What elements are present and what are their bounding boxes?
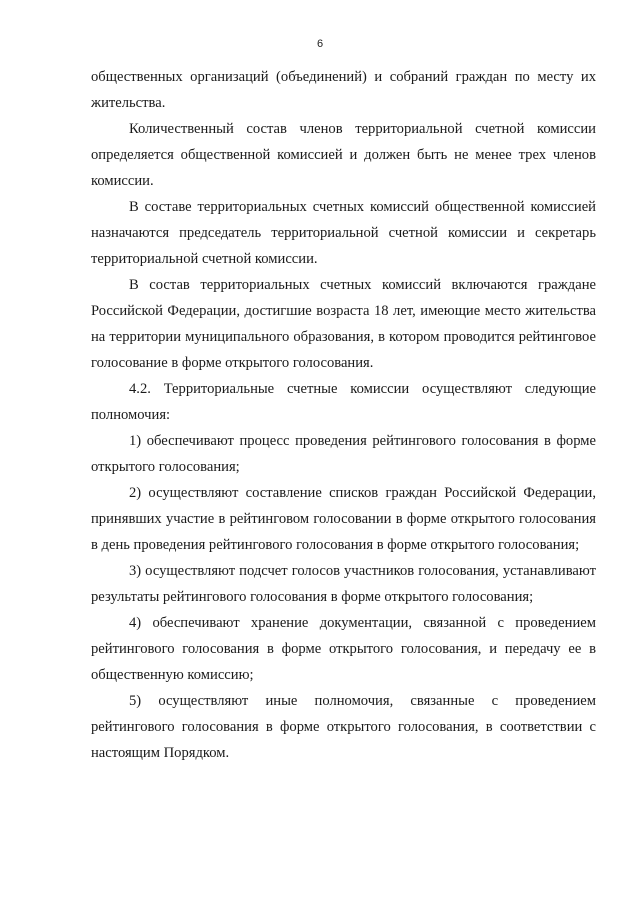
list-item-5: 5) осуществляют иные полномочия, связанные с проведением рейтингового голосования в форме открытого голосования, в соответствии с настоящим Порядком. bbox=[91, 693, 596, 761]
paragraph-membership: В состав территориальных счетных комиссий включаются граждане Российской Федерации, достигшие возраста 18 лет, имеющие место жительства на территории муниципального образования, в котором проводится рейтинговое голосование в форме открытого голосования. bbox=[91, 277, 596, 371]
document-body bbox=[91, 64, 596, 766]
list-item-2: 2) осуществляют составление списков граждан Российской Федерации, принявших участие в рейтинговом голосовании в форме открытого голосования в день проведения рейтингового голосования в форме открытого голосования; bbox=[91, 485, 596, 553]
list-item-4: 4) обеспечивают хранение документации, связанной с проведением рейтингового голосования в форме открытого голосования, и передачу ее в общественную комиссию; bbox=[91, 615, 596, 683]
page-number: 6 bbox=[316, 38, 324, 50]
paragraph-continuation: общественных организаций (объединений) и собраний граждан по месту их жительства. bbox=[91, 69, 596, 111]
paragraph-section-4-2: 4.2. Территориальные счетные комиссии осуществляют следующие полномочия: bbox=[91, 381, 596, 423]
list-item-3: 3) осуществляют подсчет голосов участников голосования, устанавливают результаты рейтингового голосования в форме открытого голосования; bbox=[91, 563, 596, 605]
list-item-1: 1) обеспечивают процесс проведения рейтингового голосования в форме открытого голосования; bbox=[91, 433, 596, 475]
paragraph-chair-secretary: В составе территориальных счетных комиссий общественной комиссией назначаются председатель территориальной счетной комиссии и секретарь территориальной счетной комиссии. bbox=[91, 199, 596, 267]
paragraph-commission-size: Количественный состав членов территориальной счетной комиссии определяется общественной комиссией и должен быть не менее трех членов комиссии. bbox=[91, 121, 596, 189]
